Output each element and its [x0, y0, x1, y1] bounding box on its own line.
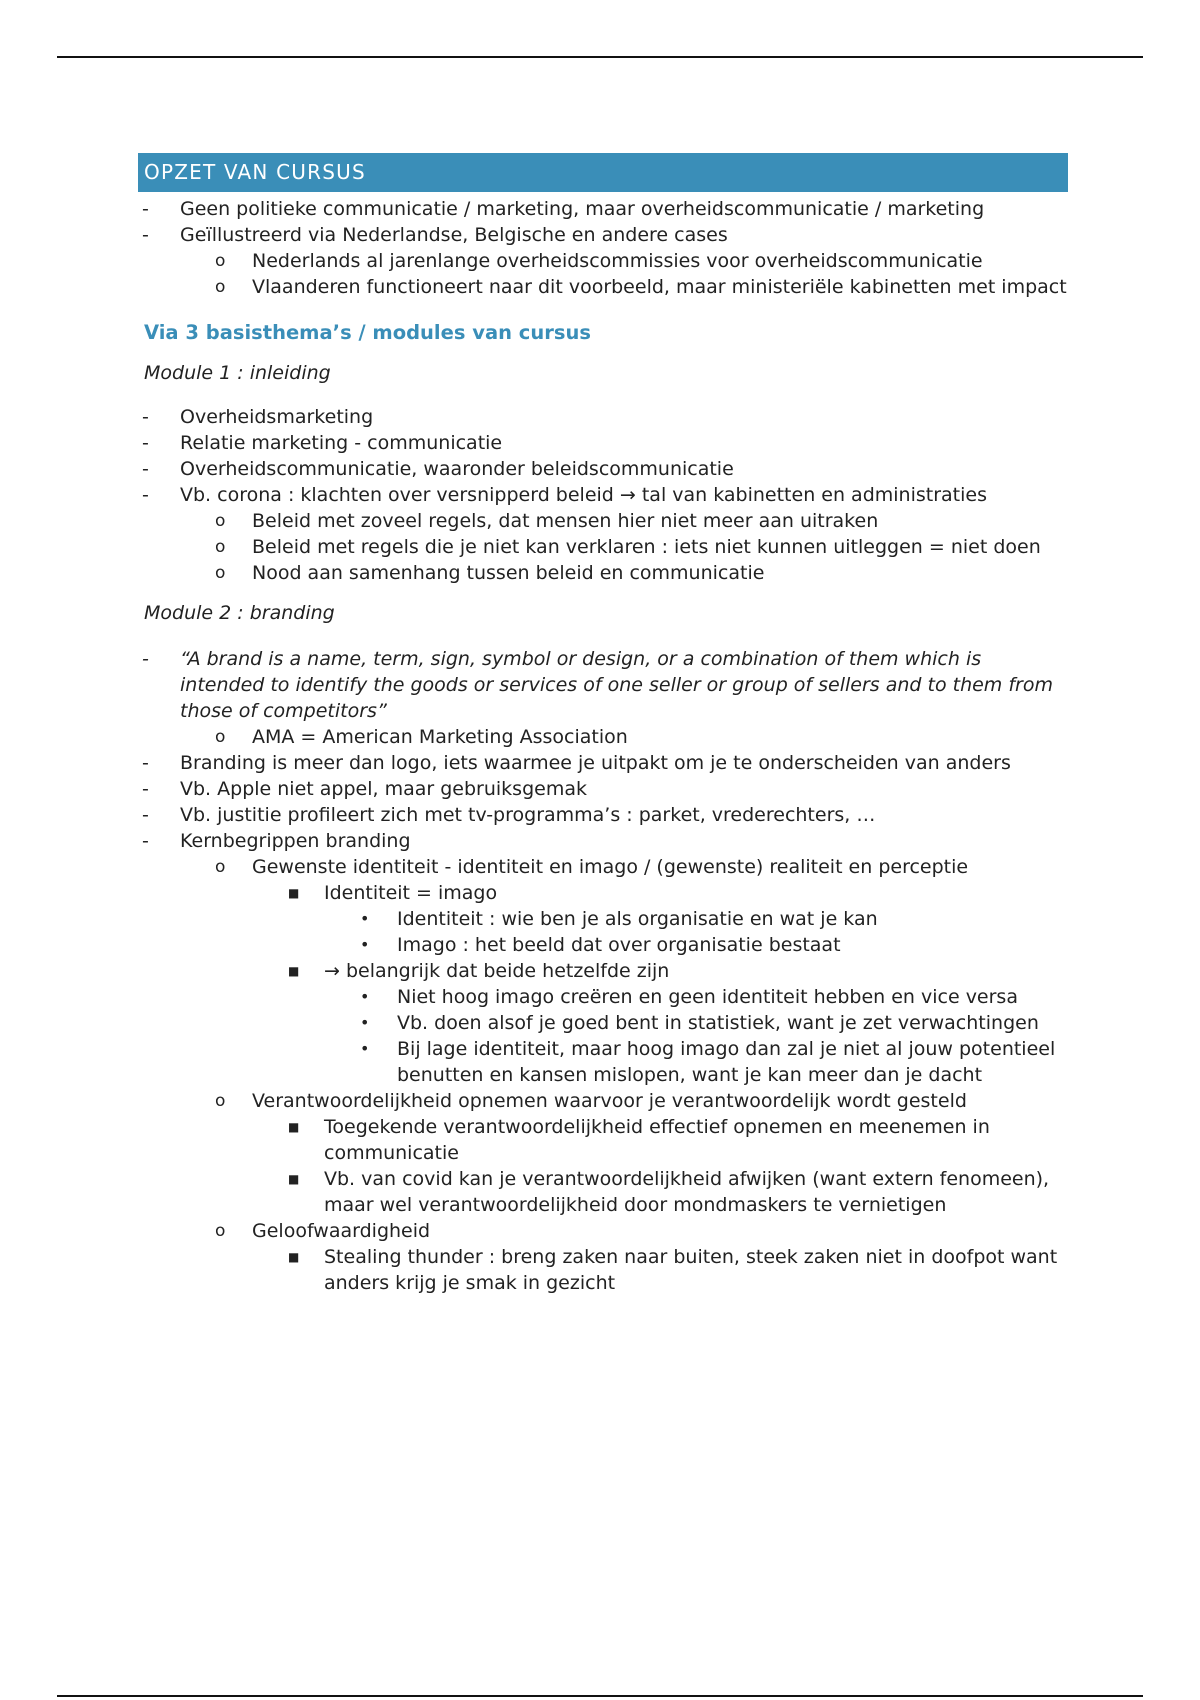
module-2-title: Module 2 : branding	[144, 602, 335, 624]
list-item-text: Vb. doen alsof je goed bent in statistiek, want je zet verwachtingen	[397, 1012, 1039, 1034]
list-item-text: Imago : het beeld dat over organisatie bestaat	[397, 934, 841, 956]
list-item	[138, 984, 1068, 1010]
bullet-marker: ■	[288, 886, 300, 900]
module-1-list	[138, 404, 1068, 586]
bullet-marker: ■	[288, 1250, 300, 1264]
bullet-marker: •	[360, 987, 370, 1006]
list-item	[138, 828, 1068, 854]
bullet-marker: ■	[288, 964, 300, 978]
list-item-text: Overheidsmarketing	[180, 406, 374, 428]
bullet-marker: o	[215, 1091, 226, 1111]
list-item-text: Branding is meer dan logo, iets waarmee je uitpakt om je te onderscheiden van anders	[180, 752, 1011, 774]
list-item-text: Geloofwaardigheid	[252, 1220, 431, 1242]
intro-list	[138, 196, 1068, 300]
list-item-text: Beleid met regels die je niet kan verklaren : iets niet kunnen uitleggen = niet doen	[252, 536, 1041, 558]
list-item-text: Vb. corona : klachten over versnipperd beleid → tal van kabinetten en administraties	[180, 484, 987, 506]
list-item	[138, 958, 1068, 984]
list-item-text: Bij lage identiteit, maar hoog imago dan zal je niet al jouw potentieel benutten en kansen mislopen, want je kan meer dan je dacht	[397, 1038, 1056, 1086]
list-item-text: Vb. Apple niet appel, maar gebruiksgemak	[180, 778, 587, 800]
list-item	[138, 854, 1068, 880]
document-body	[138, 153, 1068, 1296]
list-item	[138, 1166, 1068, 1218]
subheading: Via 3 basisthema’s / modules van cursus	[144, 321, 591, 344]
list-item	[138, 482, 1068, 508]
bullet-marker: -	[142, 458, 149, 480]
bullet-marker: -	[142, 484, 149, 506]
bullet-marker: ■	[288, 1172, 300, 1186]
list-item	[138, 1036, 1068, 1088]
list-item	[138, 196, 1068, 222]
list-item-text: Kernbegrippen branding	[180, 830, 411, 852]
list-item	[138, 932, 1068, 958]
list-item	[138, 248, 1068, 274]
list-item	[138, 906, 1068, 932]
list-item-text: Toegekende verantwoordelijkheid effectief opnemen en meenemen in communicatie	[324, 1116, 990, 1164]
bullet-marker: -	[142, 804, 149, 826]
list-item	[138, 880, 1068, 906]
bullet-marker: •	[360, 1039, 370, 1058]
list-item-text: Geïllustreerd via Nederlandse, Belgische en andere cases	[180, 224, 728, 246]
bullet-marker: -	[142, 778, 149, 800]
bullet-marker: o	[215, 727, 226, 747]
bullet-marker: •	[360, 1013, 370, 1032]
list-item	[138, 1218, 1068, 1244]
list-item-text: Vb. van covid kan je verantwoordelijkheid afwijken (want extern fenomeen), maar wel verantwoordelijkheid door mondmaskers te vernietigen	[324, 1168, 1050, 1216]
list-item	[138, 1114, 1068, 1166]
list-item	[138, 456, 1068, 482]
list-item	[138, 534, 1068, 560]
list-item-text: Overheidscommunicatie, waaronder beleidscommunicatie	[180, 458, 734, 480]
module-2-list	[138, 646, 1068, 1296]
section-heading: OPZET VAN CURSUS	[138, 153, 1068, 192]
list-item-text: Niet hoog imago creëren en geen identiteit hebben en vice versa	[397, 986, 1018, 1008]
header-rule	[57, 56, 1143, 58]
list-item-text: Geen politieke communicatie / marketing, maar overheidscommunicatie / marketing	[180, 198, 985, 220]
list-item-text: Gewenste identiteit - identiteit en imago / (gewenste) realiteit en perceptie	[252, 856, 969, 878]
module-1-title: Module 1 : inleiding	[144, 362, 331, 384]
bullet-marker: o	[215, 251, 226, 271]
list-item-text: Vlaanderen functioneert naar dit voorbeeld, maar ministeriële kabinetten met impact	[252, 276, 1067, 298]
list-item	[138, 274, 1068, 300]
list-item	[138, 776, 1068, 802]
bullet-marker: -	[142, 432, 149, 454]
list-item	[138, 750, 1068, 776]
bullet-marker: -	[142, 830, 149, 852]
list-item-text: Identiteit = imago	[324, 882, 498, 904]
list-item	[138, 430, 1068, 456]
bullet-marker: o	[215, 1221, 226, 1241]
list-item-text: Relatie marketing - communicatie	[180, 432, 503, 454]
list-item-text: Beleid met zoveel regels, dat mensen hier niet meer aan uitraken	[252, 510, 879, 532]
bullet-marker: o	[215, 563, 226, 583]
bullet-marker: o	[215, 537, 226, 557]
bullet-marker: •	[360, 909, 370, 928]
bullet-marker: o	[215, 857, 226, 877]
list-item-text: Nederlands al jarenlange overheidscommissies voor overheidscommunicatie	[252, 250, 983, 272]
list-item	[138, 1244, 1068, 1296]
bullet-marker: -	[142, 406, 149, 428]
bullet-marker: -	[142, 752, 149, 774]
list-item-text: Verantwoordelijkheid opnemen waarvoor je verantwoordelijk wordt gesteld	[252, 1090, 967, 1112]
list-item	[138, 724, 1068, 750]
list-item	[138, 646, 1068, 724]
bullet-marker: -	[142, 224, 149, 246]
bullet-marker: o	[215, 277, 226, 297]
list-item-text: Stealing thunder : breng zaken naar buiten, steek zaken niet in doofpot want anders krijg je smak in gezicht	[324, 1246, 1058, 1294]
bullet-marker: -	[142, 648, 149, 670]
list-item	[138, 802, 1068, 828]
bullet-marker: •	[360, 935, 370, 954]
list-item	[138, 1088, 1068, 1114]
list-item	[138, 222, 1068, 248]
list-item-text: Identiteit : wie ben je als organisatie en wat je kan	[397, 908, 878, 930]
list-item-text: Nood aan samenhang tussen beleid en communicatie	[252, 562, 765, 584]
list-item	[138, 1010, 1068, 1036]
bullet-marker: -	[142, 198, 149, 220]
list-item	[138, 508, 1068, 534]
list-item	[138, 404, 1068, 430]
list-item-text: AMA = American Marketing Association	[252, 726, 628, 748]
bullet-marker: ■	[288, 1120, 300, 1134]
bullet-marker: o	[215, 511, 226, 531]
list-item-text: Vb. justitie profileert zich met tv-programma’s : parket, vrederechters, …	[180, 804, 876, 826]
list-item	[138, 560, 1068, 586]
list-item-text: “A brand is a name, term, sign, symbol or design, or a combination of them which is intended to identify the goods or services of one seller or group of sellers and to them from those of competitors”	[180, 648, 1053, 722]
footer-rule	[57, 1695, 1143, 1697]
list-item-text: → belangrijk dat beide hetzelfde zijn	[324, 960, 670, 982]
